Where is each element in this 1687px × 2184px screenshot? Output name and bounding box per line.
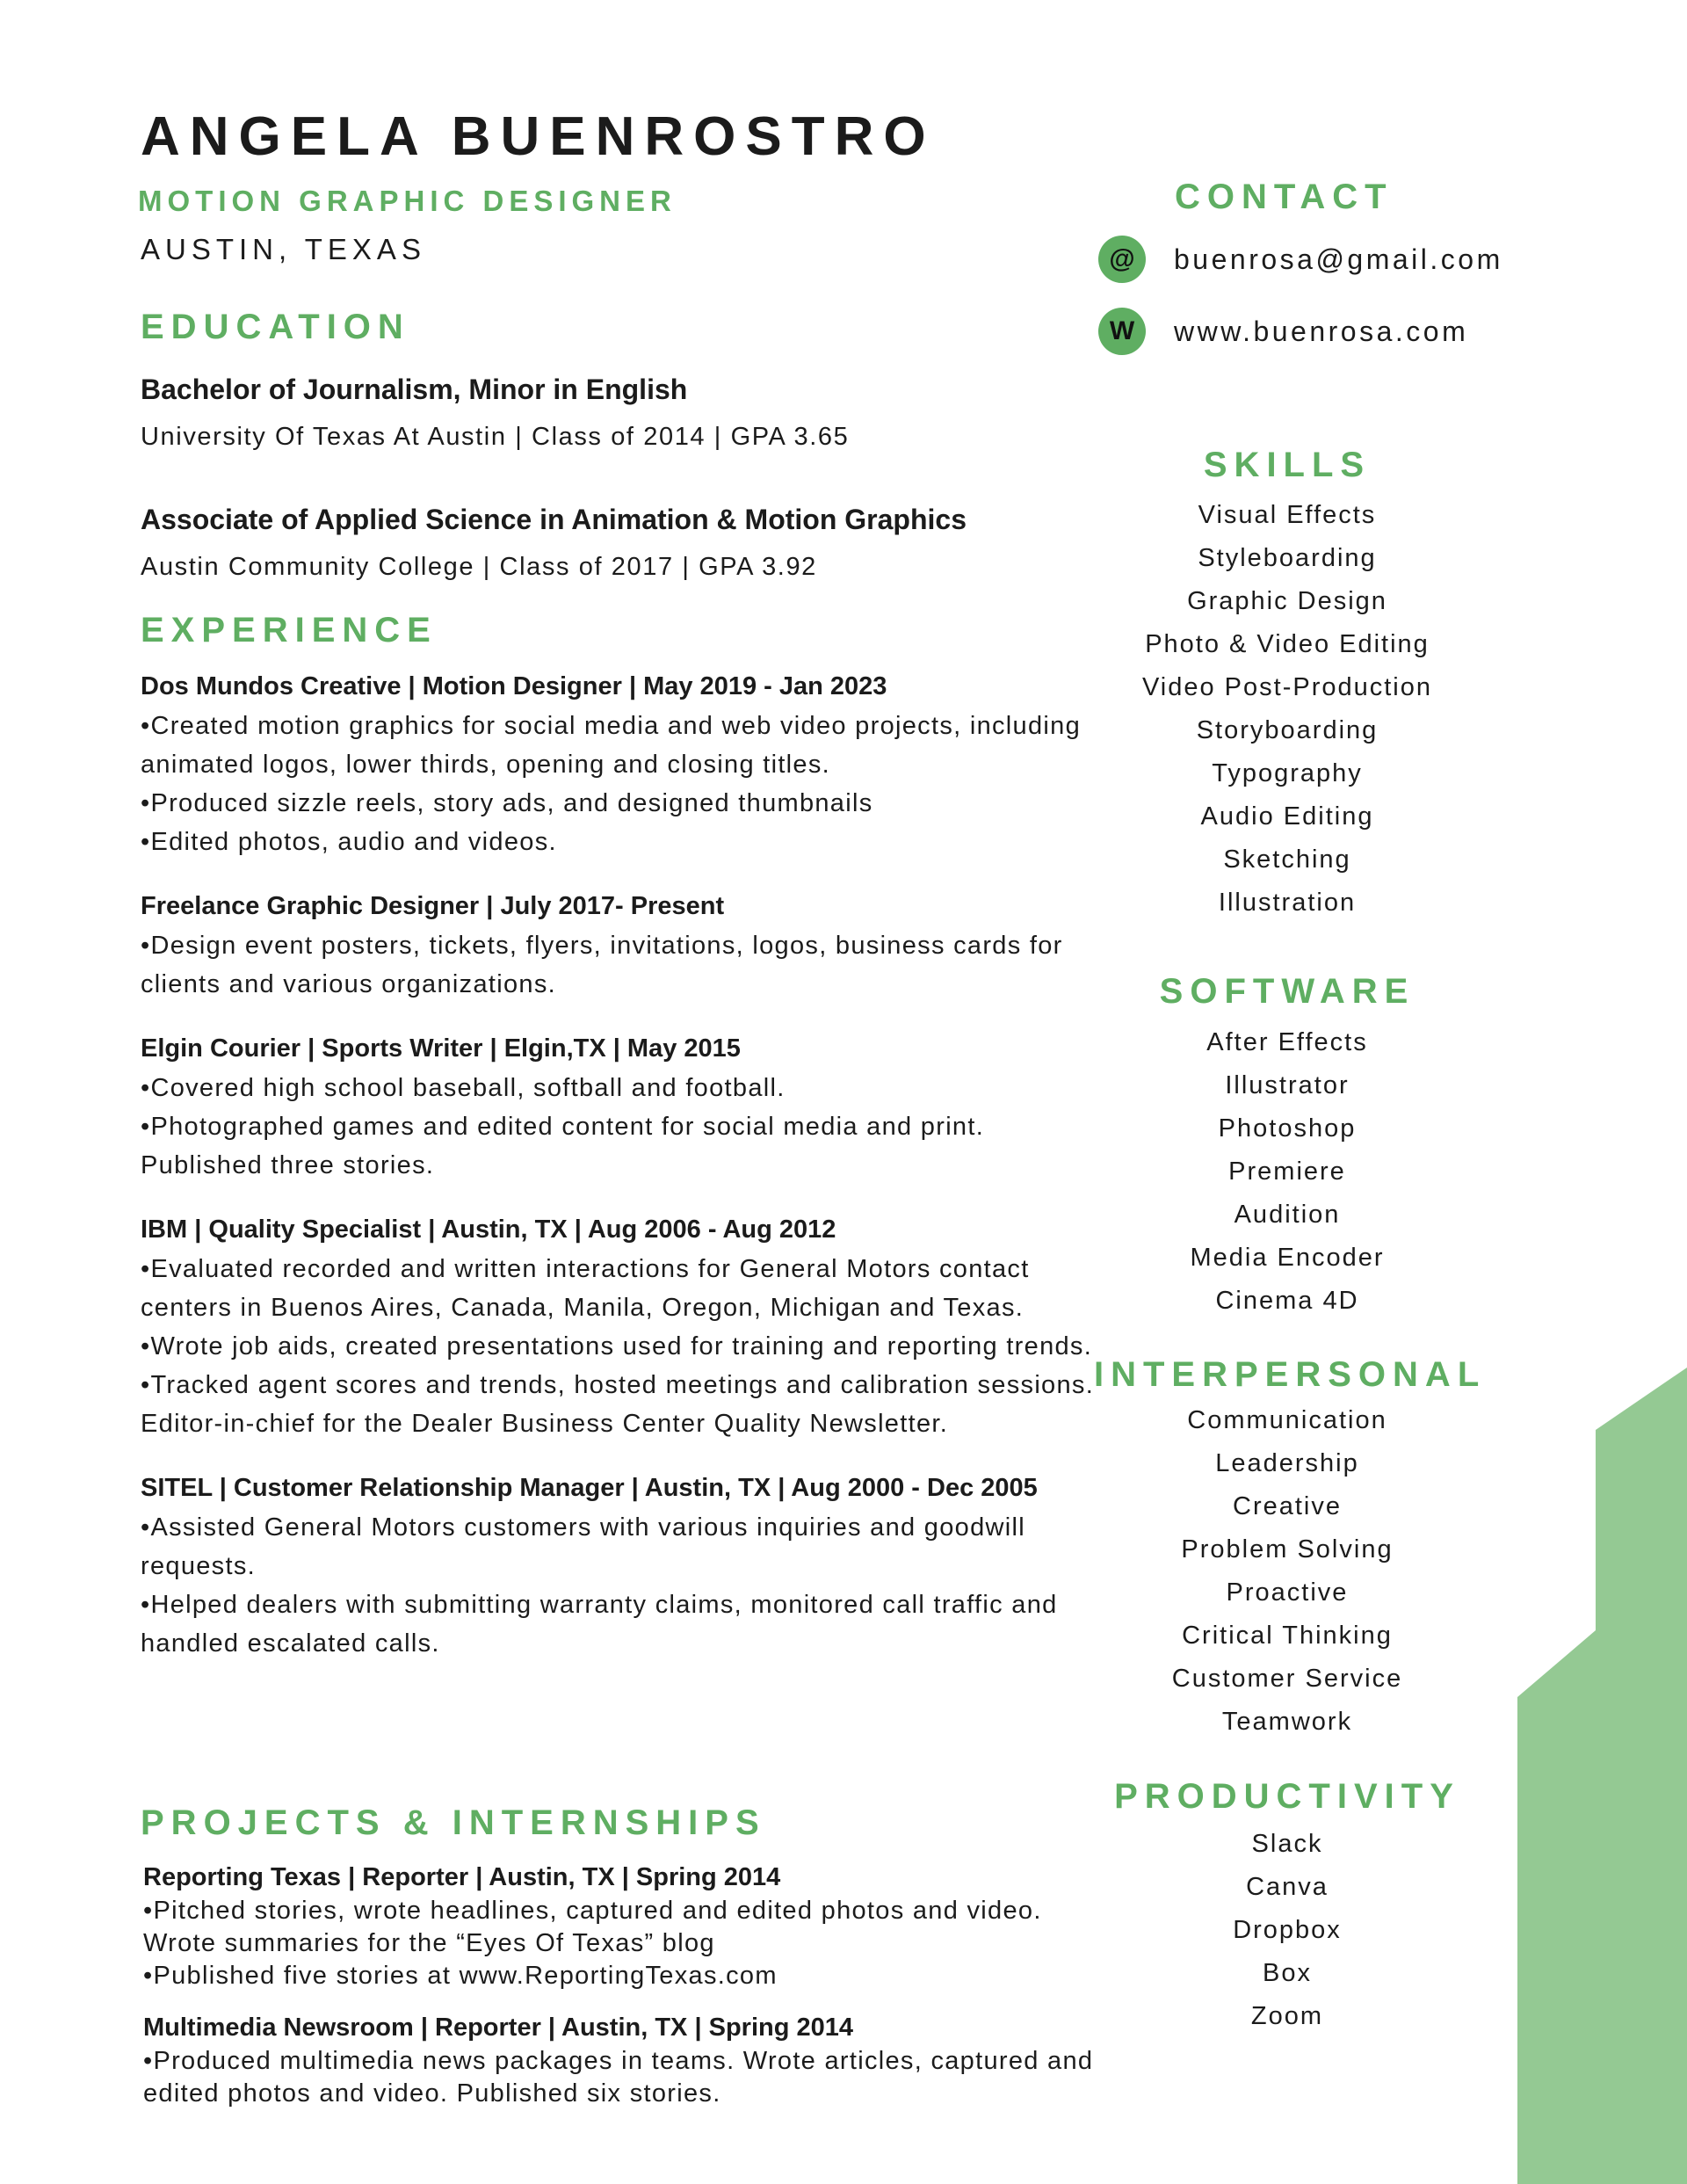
- job-bullet: •Evaluated recorded and written interactions for General Motors contact centers in Buenos Aires, Canada, Manila, Oregon, Michigan and Texas.: [141, 1255, 1030, 1322]
- skill-item: Styleboarding: [1198, 544, 1377, 572]
- productivity-item: Zoom: [1250, 2002, 1324, 2030]
- experience-heading: EXPERIENCE: [141, 611, 438, 649]
- interpersonal-item: Teamwork: [1221, 1708, 1353, 1736]
- job-bullet: •Wrote job aids, created presentations used for training and reporting trends.: [141, 1332, 1093, 1360]
- software-item: Audition: [1234, 1201, 1341, 1229]
- skills-heading: SKILLS: [1203, 446, 1372, 484]
- productivity-item: Box: [1263, 1959, 1312, 1987]
- job-entry-title: Elgin Courier | Sports Writer | Elgin,TX | May 2015: [141, 1034, 741, 1063]
- education-heading: EDUCATION: [141, 308, 410, 346]
- contact-heading: CONTACT: [1175, 178, 1394, 216]
- project-bullet: •Produced multimedia news packages in teams. Wrote articles, captured and edited photos and video. Published six stories.: [143, 2047, 1094, 2108]
- job-entry: [141, 1468, 1098, 1663]
- productivity-item: Slack: [1251, 1830, 1323, 1858]
- software-item: Photoshop: [1218, 1114, 1357, 1143]
- software-item: Illustrator: [1225, 1071, 1350, 1099]
- project-title: Multimedia Newsroom | Reporter | Austin, TX | Spring 2014: [143, 2013, 854, 2042]
- projects-list: [143, 1860, 1101, 2128]
- software-list: [1094, 1021, 1481, 1323]
- location: AUSTIN, TEXAS: [141, 233, 426, 265]
- school-details: University Of Texas At Austin | Class of 2014 | GPA 3.65: [141, 423, 850, 451]
- project-title: Reporting Texas | Reporter | Austin, TX | Spring 2014: [143, 1863, 781, 1891]
- job-bullet: •Created motion graphics for social media and web video projects, including animated logos, lower thirds, opening and closing titles.: [141, 712, 1082, 779]
- job-bullet: •Produced sizzle reels, story ads, and designed thumbnails: [141, 789, 873, 817]
- project-entry: [143, 2010, 1101, 2110]
- interpersonal-item: Problem Solving: [1181, 1535, 1394, 1564]
- candidate-name: ANGELA BUENROSTRO: [141, 106, 936, 167]
- skill-item: Typography: [1212, 759, 1363, 787]
- job-bullet: •Covered high school baseball, softball and football.: [141, 1074, 786, 1102]
- productivity-item: Canva: [1246, 1873, 1329, 1901]
- website-row[interactable]: [1098, 308, 1468, 355]
- job-entry: [141, 1028, 1098, 1185]
- email-row[interactable]: [1098, 236, 1503, 283]
- job-bullet: •Assisted General Motors customers with various inquiries and goodwill requests.: [141, 1513, 1025, 1580]
- school-details: Austin Community College | Class of 2017 | GPA 3.92: [141, 553, 817, 581]
- job-bullet: •Helped dealers with submitting warranty claims, monitored call traffic and handled escalated calls.: [141, 1591, 1058, 1658]
- job-bullet: •Photographed games and edited content for social media and print. Published three stories.: [141, 1113, 985, 1179]
- at-sign-icon: @: [1098, 236, 1146, 283]
- degree: Associate of Applied Science in Animation & Motion Graphics: [141, 504, 967, 535]
- education-item: [141, 369, 1098, 457]
- website-link[interactable]: www.buenrosa.com: [1174, 315, 1469, 347]
- skill-item: Illustration: [1218, 889, 1357, 917]
- software-heading: SOFTWARE: [1159, 972, 1415, 1011]
- skill-item: Sketching: [1223, 845, 1351, 874]
- experience-list: [141, 666, 1098, 1687]
- interpersonal-item: Leadership: [1215, 1449, 1359, 1477]
- web-icon: W: [1098, 308, 1146, 355]
- skill-item: Graphic Design: [1187, 587, 1387, 615]
- job-entry-title: Dos Mundos Creative | Motion Designer | May 2019 - Jan 2023: [141, 672, 887, 700]
- green-corner-polygon: [1517, 1368, 1687, 2184]
- projects-heading: PROJECTS & INTERNSHIPS: [141, 1803, 766, 1842]
- skill-item: Photo & Video Editing: [1145, 630, 1430, 658]
- email-link[interactable]: buenrosa@gmail.com: [1174, 243, 1503, 275]
- job-bullet: •Design event posters, tickets, flyers, invitations, logos, business cards for clients and various organizations.: [141, 932, 1063, 998]
- software-item: Media Encoder: [1190, 1244, 1385, 1272]
- interpersonal-heading: INTERPERSONAL: [1094, 1355, 1487, 1394]
- education-item: [141, 499, 1098, 587]
- degree: Bachelor of Journalism, Minor in English: [141, 374, 688, 405]
- interpersonal-item: Communication: [1187, 1406, 1387, 1434]
- skill-item: Storyboarding: [1196, 716, 1379, 744]
- job-entry: [141, 1209, 1098, 1443]
- job-bullet: •Edited photos, audio and videos.: [141, 828, 557, 856]
- job-entry-title: Freelance Graphic Designer | July 2017- Present: [141, 892, 725, 920]
- interpersonal-list: [1094, 1399, 1481, 1744]
- project-bullet: •Published five stories at www.ReportingTexas.com: [143, 1962, 778, 1990]
- software-item: Premiere: [1228, 1157, 1346, 1186]
- productivity-item: Dropbox: [1233, 1916, 1342, 1944]
- job-entry: [141, 666, 1098, 861]
- job-entry: [141, 886, 1098, 1004]
- interpersonal-item: Customer Service: [1171, 1665, 1403, 1693]
- skill-item: Visual Effects: [1198, 501, 1377, 529]
- project-entry: [143, 1860, 1101, 1992]
- interpersonal-item: Creative: [1233, 1492, 1342, 1520]
- job-entry-title: IBM | Quality Specialist | Austin, TX | Aug 2006 - Aug 2012: [141, 1215, 836, 1244]
- productivity-heading: PRODUCTIVITY: [1114, 1777, 1460, 1816]
- job-entry-title: SITEL | Customer Relationship Manager | Austin, TX | Aug 2000 - Dec 2005: [141, 1474, 1038, 1502]
- job-title: MOTION GRAPHIC DESIGNER: [138, 185, 677, 217]
- project-bullet: •Pitched stories, wrote headlines, captured and edited photos and video. Wrote summaries for the “Eyes Of Texas” blog: [143, 1897, 1042, 1957]
- skills-list: [1094, 494, 1481, 925]
- job-bullet: •Tracked agent scores and trends, hosted meetings and calibration sessions. Editor-in-chief for the Dealer Business Center Quality Newsletter.: [141, 1371, 1095, 1438]
- productivity-list: [1094, 1823, 1481, 2038]
- education-list: [141, 369, 1098, 629]
- skill-item: Audio Editing: [1200, 802, 1374, 831]
- interpersonal-item: Critical Thinking: [1182, 1622, 1393, 1650]
- software-item: Cinema 4D: [1215, 1287, 1359, 1315]
- software-item: After Effects: [1206, 1028, 1368, 1056]
- skill-item: Video Post-Production: [1141, 673, 1433, 701]
- interpersonal-item: Proactive: [1226, 1578, 1349, 1607]
